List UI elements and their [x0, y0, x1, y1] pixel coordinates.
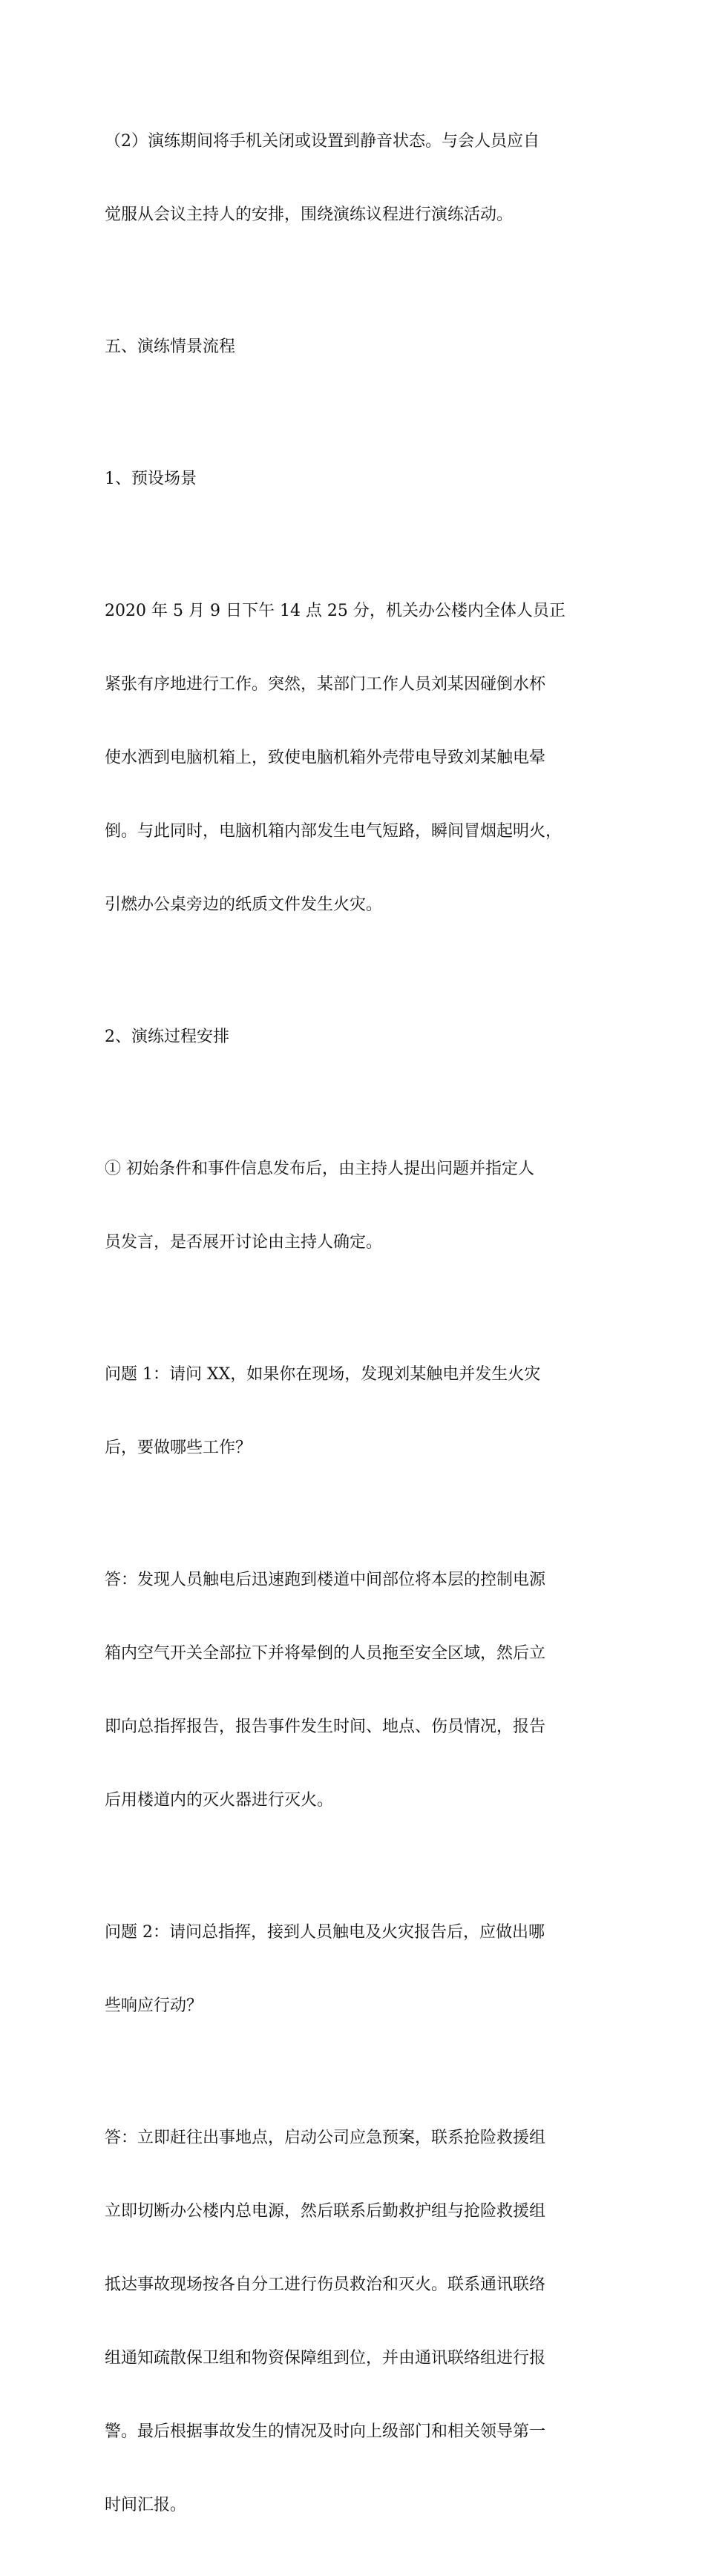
text-line: 后，要做哪些工作？: [105, 1439, 252, 1457]
paragraph-question-1: [105, 1313, 603, 1509]
text-line: （2）演练期间将手机关闭或设置到静音状态。与会人员应自: [105, 132, 540, 151]
text-line: 问题 1：请问 XX，如果你在现场，发现刘某触电并发生火灾: [105, 1365, 541, 1384]
text-line: 抵达事故现场按各自分工进行伤员救治和灭火。联系通讯联络: [105, 2276, 546, 2294]
paragraph-initial-conditions: [105, 1108, 603, 1304]
paragraph-scene-description: [105, 550, 603, 966]
text-line: 答：发现人员触电后迅速跑到楼道中间部位将本层的控制电源: [105, 1571, 546, 1589]
text-line: 答：立即赶往出事地点，启动公司应急预案，联系抢险救援组: [105, 2129, 546, 2147]
text-line: 问题 2：请问总指挥，接到人员触电及火灾报告后，应做出哪: [105, 1923, 545, 1942]
text-line: 箱内空气开关全部拉下并将晕倒的人员拖至安全区域，然后立: [105, 1644, 546, 1663]
text-line: 觉服从会议主持人的安排，围绕演练议程进行演练活动。: [105, 206, 514, 224]
paragraph-answer-2: [105, 2077, 603, 2566]
paragraph-phone-rule: [105, 80, 603, 276]
text-line: 紧张有序地进行工作。突然，某部门工作人员刘某因碰倒水杯: [105, 675, 546, 694]
text-line: 警。最后根据事故发生的情况及时向上级部门和相关领导第一: [105, 2422, 546, 2441]
text-line: 些响应行动？: [105, 1997, 203, 2015]
text-line: 倒。与此同时，电脑机箱内部发生电气短路，瞬间冒烟起明火，: [105, 822, 563, 841]
subheading-preset-scene: [105, 418, 603, 540]
heading-text: 2、演练过程安排: [105, 1028, 229, 1046]
text-line: ① 初始条件和事件信息发布后，由主持人提出问题并指定人: [105, 1160, 534, 1178]
paragraph-answer-1: [105, 1519, 603, 1862]
text-line: 立即切断办公楼内总电源，然后联系后勤救护组与抢险救援组: [105, 2202, 546, 2221]
heading-text: 1、预设场景: [105, 470, 197, 488]
text-line: 2020 年 5 月 9 日下午 14 点 25 分，机关办公楼内全体人员正: [105, 602, 565, 620]
text-line: 组通知疏散保卫组和物资保障组到位，并由通讯联络组进行报: [105, 2349, 546, 2368]
text-line: 时间汇报。: [105, 2496, 187, 2514]
text-line: 引燃办公桌旁边的纸质文件发生火灾。: [105, 896, 383, 914]
text-line: 后用楼道内的灭火器进行灭火。: [105, 1791, 334, 1810]
section-heading-scenario-flow: [105, 286, 603, 408]
text-line: 使水洒到电脑机箱上，致使电脑机箱外壳带电导致刘某触电晕: [105, 749, 546, 767]
heading-text: 五、演练情景流程: [105, 338, 236, 356]
text-line: 员发言，是否展开讨论由主持人确定。: [105, 1233, 383, 1252]
subheading-drill-arrangement: [105, 976, 603, 1098]
document-body: [105, 80, 603, 2576]
paragraph-question-2: [105, 1871, 603, 2067]
text-line: 即向总指挥报告，报告事件发生时间、地点、伤员情况，报告: [105, 1718, 546, 1736]
